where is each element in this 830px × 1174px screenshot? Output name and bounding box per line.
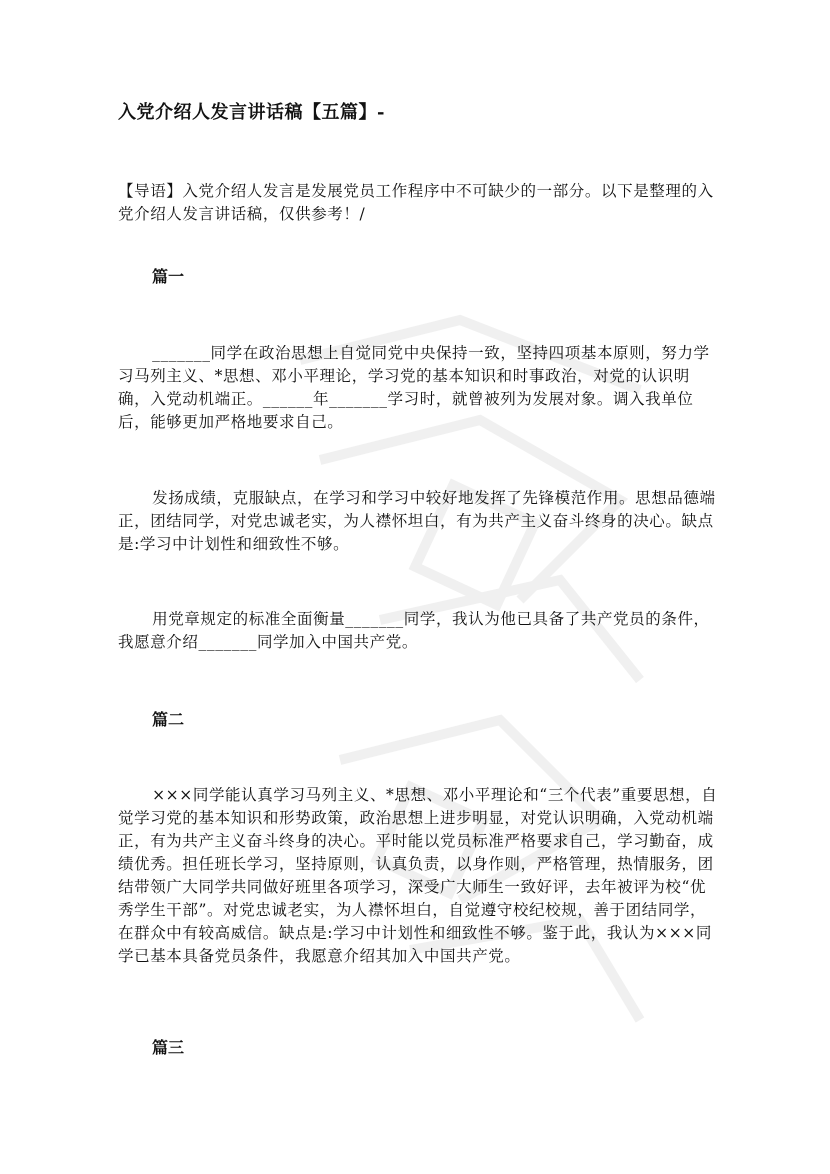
section-1-paragraph-3: 用党章规定的标准全面衡量_______同学，我认为他已具备了共产党员的条件，我愿意介绍_______同学加入中国共产党。 <box>118 610 710 651</box>
section-2-paragraph-1: ×××同学能认真学习马列主义、*思想、邓小平理论和“三个代表”重要思想，自觉学习党的基本知识和形势政策，政治思想上进步明显，对党认识明确，入党动机端正，有为共产主义奋斗终身的决心。平时能以党员标准严格要求自己，学习勤奋，成绩优秀。担任班长学习，坚持原则，认真负责，以身作则，严格管理，热情服务，团结带领广大同学共同做好班里各项学习，深受广大师生一致好评，去年被评为校“优秀学生干部”。对党忠诚老实，为人襟怀坦白，自觉遵守校纪校规，善于团结同学，在群众中有较高威信。缺点是:学习中计划性和细致性不够。鉴于此，我认为×××同学已基本具备党员条件，我愿意介绍其加入中国共产党。 <box>118 786 718 965</box>
intro-paragraph: 【导语】入党介绍人发言是发展党员工作程序中不可缺少的一部分。以下是整理的入党介绍人发言讲话稿，仅供参考！/ <box>118 182 714 223</box>
section-1-paragraph-2: 发扬成绩，克服缺点，在学习和学习中较好地发挥了先锋模范作用。思想品德端正，团结同学，对党忠诚老实，为人襟怀坦白，有为共产主义奋斗终身的决心。缺点是:学习中计划性和细致性不够。 <box>118 489 716 553</box>
section-heading-2: 篇二 <box>152 710 185 729</box>
section-heading-3: 篇三 <box>152 1038 185 1057</box>
document-title: 入党介绍人发言讲话稿【五篇】- <box>118 102 385 123</box>
section-1-paragraph-1: _______同学在政治思想上自觉同党中央保持一致，坚持四项基本原则，努力学习马列主义、*思想、邓小平理论，学习党的基本知识和时事政治，对党的认识明确，入党动机端正。______年_______学习时，就曾被列为发展对象。调入我单位后，能够更加严格地要求自己。 <box>118 344 710 431</box>
section-heading-1: 篇一 <box>152 267 185 286</box>
